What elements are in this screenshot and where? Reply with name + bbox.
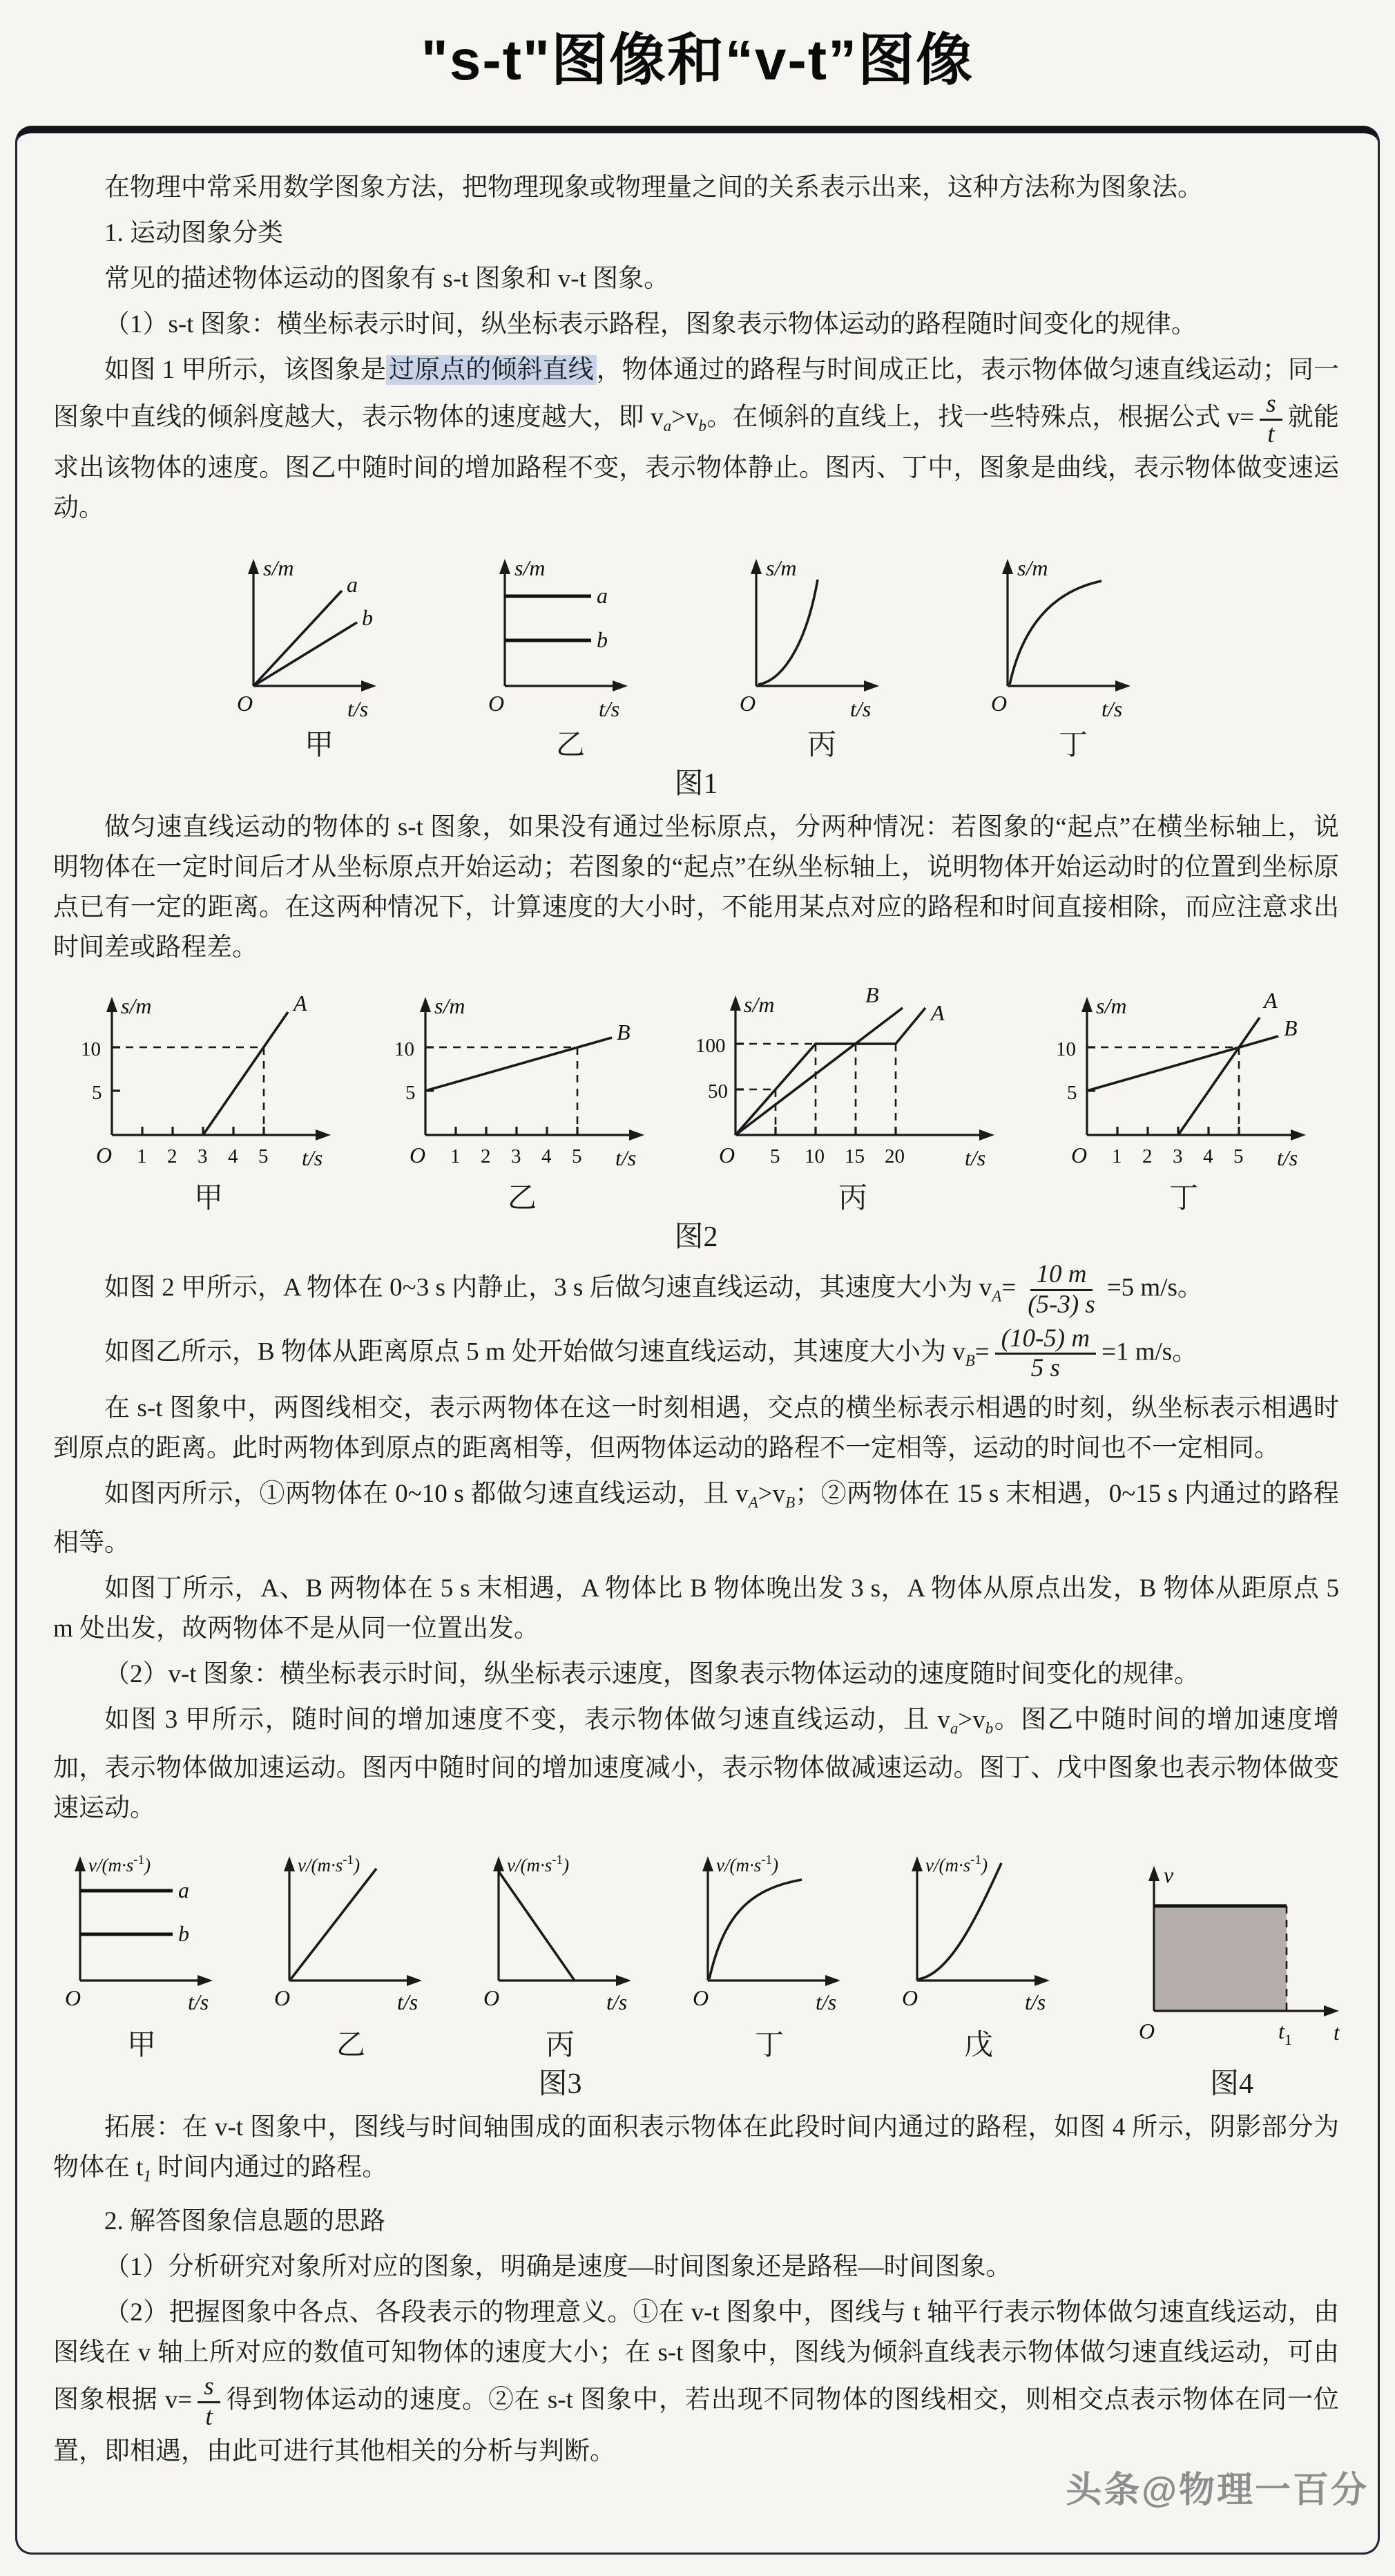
curve-A [735, 1008, 925, 1135]
x-axis-label: t/s [347, 696, 369, 722]
y-tick: 10 [1056, 1038, 1076, 1061]
x-tick: 3 [511, 1145, 521, 1168]
curve [758, 580, 818, 685]
ticks [112, 1047, 264, 1135]
x-tick: 4 [228, 1145, 238, 1168]
fig3-graph-yi [249, 1835, 453, 2062]
y-axis-label: v [1163, 1862, 1173, 1887]
x-axis-label: t/s [850, 696, 872, 722]
figure-2 [53, 975, 1339, 1254]
fig3-graph-wu [877, 1835, 1081, 2062]
origin-label: O [488, 691, 505, 716]
figure-4 [1111, 1841, 1353, 2101]
y-tick: 10 [81, 1038, 101, 1061]
st-graph-concave-down [959, 535, 1187, 729]
text-run: 如图丙所示，①两物体在 0~10 s 都做匀速直线运动，且 v [104, 1480, 749, 1509]
fraction [1260, 390, 1282, 448]
paragraph-step-2 [53, 2293, 1339, 2471]
origin-label: O [740, 691, 756, 716]
subscript: b [698, 417, 707, 435]
graph-label: 丙 [838, 1183, 867, 1215]
x-axis-label: t/s [965, 1145, 986, 1171]
y-axis-label: s/m [514, 555, 546, 581]
line-b-label: b [597, 627, 608, 653]
text-run: 得到物体运动的速度。②在 s-t 图象中，若出现不同物体的图线相交，则相交点表示物体在同一位置，即相遇，由此可进行其他相关的分析与判断。 [53, 2385, 1339, 2465]
paragraph-fig2-jia [53, 1261, 1339, 1319]
paragraph-fig2-yi [53, 1325, 1339, 1383]
x-tick: 3 [198, 1145, 208, 1168]
y-axis-label: $v/(m\cdot s^{-1})$ [506, 1852, 569, 1876]
curve [918, 1863, 1001, 1979]
x-axis-label: t/s [302, 1145, 323, 1171]
graph-label: 丁 [1168, 1183, 1198, 1215]
line-b-label: b [362, 605, 373, 631]
x-tick: 5 [258, 1145, 269, 1168]
watermark: 头条@物理一百分 [1066, 2470, 1369, 2510]
figure-2-caption: 图2 [674, 1221, 718, 1254]
figure-1-caption: 图1 [674, 768, 718, 801]
paragraph-fig2-bing [53, 1474, 1339, 1563]
x-tick: 5 [1233, 1145, 1244, 1168]
figure-3 [40, 1835, 1081, 2101]
paragraph-fig1-analysis [53, 350, 1339, 528]
origin-label: O [719, 1143, 735, 1168]
line-A-label: A [294, 991, 307, 1016]
shaded-area [1155, 1907, 1287, 2011]
y-axis-label: s/m [434, 993, 465, 1019]
fig1-graph-bing [708, 535, 936, 762]
text-run: >v [671, 403, 699, 432]
curve-A [1178, 1018, 1260, 1135]
text-run: （2）把握图象中各点、各段表示的物理意义。①在 v-t 图象中，图线与 t 轴平行表示物体做匀速直线运动，由图线在 v 轴上所对应的数值可知物体的速度大小；在 s-t 图象中，图线为倾斜直线表示物体做匀速直线运动，可由图象根据 v= [53, 2298, 1339, 2414]
text-run: >v [958, 1705, 985, 1734]
curve [709, 1880, 802, 1979]
graph-label: 乙 [507, 1183, 537, 1215]
y-tick: 5 [405, 1082, 416, 1105]
x-tick: 1 [450, 1145, 461, 1168]
section-2-heading: 2. 解答图象信息题的思路 [104, 2207, 385, 2236]
figure-1 [53, 535, 1339, 801]
fraction-numerator: (10-5) m [995, 1325, 1096, 1355]
fraction-denominator: t [205, 2402, 213, 2431]
x-axis-label: t/s [1101, 696, 1123, 722]
intro-paragraph: 在物理中常采用数学图象方法，把物理现象或物理量之间的关系表示出来，这种方法称为图象法。 [104, 173, 1203, 202]
st-graph-concave-up [708, 535, 936, 729]
curve-A [203, 1012, 288, 1135]
paragraph-st-definition: （1）s-t 图象：横坐标表示时间，纵坐标表示路程，图象表示物体运动的路程随时间变化的规律。 [104, 310, 1197, 338]
x-tick: 2 [481, 1145, 491, 1168]
fig3-graph-bing [459, 1835, 662, 2062]
y-tick: 100 [695, 1035, 726, 1058]
curve [499, 1871, 575, 1981]
graph-label: 甲 [193, 1183, 223, 1215]
origin-label: O [991, 691, 1008, 716]
text-run: 就能求出该物体的速度。图乙中随时间的增加路程不变，表示物体静止。图丙、丁中，图象是曲线，表示物体做变速运动。 [53, 403, 1340, 523]
fraction-numerator: s [1260, 390, 1282, 421]
fraction [995, 1325, 1096, 1383]
graph-label: 乙 [336, 2029, 365, 2061]
y-tick: 5 [1067, 1082, 1077, 1105]
ticks [425, 1047, 577, 1135]
content-box [15, 126, 1380, 2555]
subscript: B [965, 1351, 975, 1369]
origin-label: O [273, 1985, 290, 2010]
x-axis-label: t/s [1277, 1145, 1298, 1171]
text-run: 如图 1 甲所示，该图象是 [104, 356, 386, 384]
x-axis-label: t/s [815, 1989, 836, 2014]
st-graph-two-slopes [205, 535, 433, 729]
section-1-heading: 1. 运动图象分类 [104, 219, 283, 247]
graph-label: 乙 [555, 729, 585, 762]
highlighted-text: 过原点的倾斜直线 [386, 355, 597, 385]
st-graph-meeting-at-5s [1035, 975, 1332, 1182]
line-B-label: B [617, 1020, 631, 1045]
x-axis-label: t/s [615, 1145, 637, 1171]
fig2-graph-yi [374, 975, 671, 1215]
paragraph-common-graphs: 常见的描述物体运动的图象有 s-t 图象和 v-t 图象。 [104, 265, 670, 293]
paragraph-intersection: 在 s-t 图象中，两图线相交，表示两物体在这一时刻相遇，交点的横坐标表示相遇的时刻，纵坐标表示相遇时到原点的距离。此时两物体到原点的距离相等，但两物体运动的路程不一定相等，运动的时间也不一定相同。 [53, 1394, 1339, 1463]
y-axis-label: s/m [1096, 993, 1127, 1019]
line-a-label: a [347, 572, 358, 598]
fraction-denominator: 5 s [1030, 1354, 1060, 1383]
text-run: 。图乙中随时间的增加速度增加，表示物体做加速运动。图丙中随时间的增加速度减小，表示物体做减速运动。图丁、戊中图象也表示物体做变速运动。 [53, 1705, 1340, 1822]
graph-label: 丁 [1058, 729, 1088, 762]
fig3-graph-jia [40, 1835, 244, 2062]
y-tick: 50 [708, 1080, 728, 1103]
line-a-label: a [597, 583, 608, 609]
y-axis-label: s/m [744, 992, 775, 1018]
origin-label: O [901, 1985, 918, 2010]
t1-tick: $t_1$ [1278, 2018, 1292, 2048]
subscript: a [950, 1719, 959, 1737]
text-run: ，物体通过的路程与时间成正比，表示物体做匀速直线运动；同一图象中直线的倾斜度越大，表示物体的速度越大，即 v [53, 356, 1340, 432]
y-tick: 10 [394, 1038, 414, 1061]
paragraph-step-1: （1）分析研究对象所对应的图象，明确是速度—时间图象还是路程—时间图象。 [104, 2253, 1012, 2282]
st-graph-B-offset-start [374, 975, 671, 1182]
fraction [1021, 1261, 1101, 1319]
ticks [1087, 1047, 1239, 1135]
graph-label: 甲 [304, 729, 334, 762]
text-run: 。在倾斜的直线上，找一些特殊点，根据公式 v= [706, 403, 1255, 432]
y-axis-label: $v/(m\cdot s^{-1})$ [925, 1852, 988, 1876]
curve-b [253, 622, 357, 686]
x-tick: 15 [845, 1145, 865, 1168]
line-B-label: B [1284, 1015, 1298, 1041]
subscript: A [992, 1288, 1002, 1306]
figure-4-caption: 图4 [1209, 2068, 1253, 2100]
subscript: A [748, 1494, 758, 1511]
graph-label: 甲 [126, 2029, 156, 2061]
fraction-denominator: (5-3) s [1028, 1290, 1095, 1319]
x-tick: 2 [167, 1145, 177, 1168]
graph-label: 丁 [754, 2029, 784, 2061]
x-axis-label: t/s [187, 1989, 209, 2014]
curve-B [425, 1038, 612, 1091]
subscript: b [985, 1719, 994, 1737]
vt-graph-increasing-line [249, 1835, 453, 2029]
x-tick: 3 [1173, 1145, 1183, 1168]
subscript: 1 [143, 2167, 152, 2185]
y-axis-label: s/m [121, 993, 152, 1019]
x-tick: 20 [885, 1145, 905, 1168]
curve-a [253, 591, 342, 686]
vt-graph-shaded-area [1111, 1841, 1353, 2062]
curve [1010, 581, 1101, 685]
fraction-numerator: s [198, 2373, 220, 2403]
text-run: >v [758, 1480, 786, 1509]
text-run: 时间内通过的路程。 [151, 2153, 388, 2182]
fraction-denominator: t [1267, 419, 1275, 448]
x-axis-label: t/s [1024, 1989, 1046, 2014]
fraction [198, 2373, 220, 2431]
paragraph-area-extension [53, 2108, 1339, 2196]
fig1-graph-yi [456, 535, 684, 762]
x-tick: 4 [1203, 1145, 1213, 1168]
fig1-graph-ding [959, 535, 1187, 762]
st-graph-meeting-at-15s [687, 975, 1019, 1182]
figure-3-caption: 图3 [538, 2068, 582, 2100]
text-run: 如图 3 甲所示，随时间的增加速度不变，表示物体做匀速直线运动，且 v [104, 1705, 950, 1734]
fig2-graph-bing [687, 975, 1019, 1215]
text-run: = [1001, 1274, 1017, 1303]
fig2-graph-jia [60, 975, 357, 1215]
text-run: 如图 2 甲所示，A 物体在 0~3 s 内静止，3 s 后做匀速直线运动，其速度大小为 v [104, 1274, 992, 1303]
y-axis-label: s/m [1017, 555, 1048, 581]
paragraph-fig3-analysis [53, 1700, 1339, 1829]
vt-graph-decreasing-line [459, 1835, 662, 2029]
graph-label: 丙 [545, 2029, 575, 2061]
origin-label: O [64, 1985, 81, 2010]
x-axis-label: t/s [606, 1989, 627, 2014]
fig2-graph-ding [1035, 975, 1332, 1215]
vt-graph-concave-down [668, 1835, 872, 2029]
text-run: 拓展：在 v-t 图象中，图线与时间轴围成的面积表示物体在此段时间内通过的路程，如图 4 所示，阴影部分为物体在 t [53, 2112, 1339, 2182]
graph-label: 戊 [963, 2029, 993, 2061]
line-A-label: A [1264, 988, 1278, 1013]
vt-graph-constant [40, 1835, 244, 2029]
y-axis-label: $v/(m\cdot s^{-1})$ [715, 1852, 778, 1876]
line-b-label: b [177, 1920, 189, 1946]
origin-label: O [96, 1143, 113, 1168]
origin-label: O [692, 1985, 709, 2010]
x-tick: 1 [1112, 1145, 1122, 1168]
curve-B [1087, 1036, 1278, 1091]
x-axis-label: t [1333, 2019, 1340, 2045]
fig1-graph-jia [205, 535, 433, 762]
figure-3-and-4 [53, 1835, 1339, 2101]
curve-B [735, 1008, 903, 1135]
x-axis-label: t/s [599, 696, 620, 722]
x-tick: 2 [1142, 1145, 1153, 1168]
origin-label: O [1138, 2018, 1155, 2043]
page-title: "s-t"图像和“v-t”图像 [421, 29, 974, 92]
y-axis-label: s/m [766, 555, 797, 581]
origin-label: O [410, 1143, 426, 1168]
st-graph-horizontal [456, 535, 684, 729]
paragraph-vt-definition: （2）v-t 图象：横坐标表示时间，纵坐标表示速度，图象表示物体运动的速度随时间变化的规律。 [104, 1659, 1200, 1688]
line-B-label: B [865, 982, 879, 1008]
line-A-label: A [931, 1000, 945, 1026]
st-graph-A-delayed-start [60, 975, 357, 1182]
curve [291, 1869, 376, 1979]
text-run: ；②两物体在 15 s 末相遇，0~15 s 内通过的路程相等。 [53, 1480, 1339, 1557]
origin-label: O [237, 691, 253, 716]
x-tick: 5 [770, 1145, 780, 1168]
y-tick: 5 [92, 1082, 102, 1105]
fraction-numerator: 10 m [1030, 1261, 1093, 1291]
graph-label: 丙 [807, 729, 836, 762]
text-run: =5 m/s。 [1106, 1274, 1203, 1303]
vt-graph-concave-up [877, 1835, 1081, 2029]
y-axis-label: $v/(m\cdot s^{-1})$ [297, 1852, 360, 1876]
fig3-graph-ding [668, 1835, 872, 2062]
x-tick: 4 [541, 1145, 552, 1168]
x-axis-label: t/s [396, 1989, 418, 2014]
x-tick: 5 [572, 1145, 582, 1168]
subscript: a [663, 417, 672, 435]
y-axis-label: $v/(m\cdot s^{-1})$ [88, 1852, 151, 1876]
x-tick: 10 [805, 1145, 825, 1168]
text-run: 如图乙所示，B 物体从距离原点 5 m 处开始做匀速直线运动，其速度大小为 v [104, 1337, 965, 1366]
origin-label: O [483, 1985, 499, 2010]
text-run: =1 m/s。 [1101, 1337, 1198, 1366]
text-run: = [974, 1337, 990, 1366]
subscript: B [785, 1494, 796, 1511]
origin-label: O [1071, 1143, 1088, 1168]
y-axis-label: s/m [263, 555, 294, 581]
x-tick: 1 [137, 1145, 147, 1168]
paragraph-two-cases: 做匀速直线运动的物体的 s-t 图象，如果没有通过坐标原点，分两种情况：若图象的“起点”在横坐标轴上，说明物体在一定时间后才从坐标原点开始运动；若图象的“起点”在纵坐标轴上，说明物体开始运动时的位置到坐标原点已有一定的距离。在这两种情况下，计算速度的大小时，不能用某点对应的路程和时间直接相除，而应注意求出时间差或路程差。 [53, 813, 1339, 962]
line-a-label: a [177, 1877, 189, 1902]
paragraph-fig2-ding: 如图丁所示，A、B 两物体在 5 s 末相遇，A 物体比 B 物体晚出发 3 s，A 物体从原点出发，B 物体从距原点 5 m 处出发，故两物体不是从同一位置出发。 [53, 1574, 1339, 1643]
